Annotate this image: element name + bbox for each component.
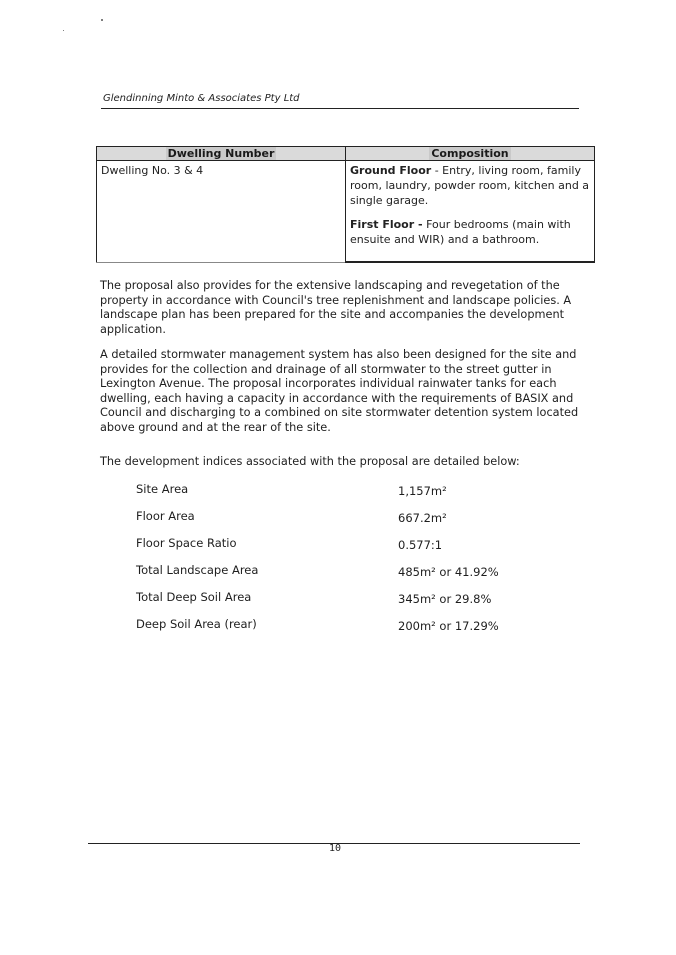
index-row-site-area bbox=[136, 482, 556, 509]
column-header-composition: Composition bbox=[346, 147, 595, 161]
index-label: Total Deep Soil Area bbox=[136, 590, 252, 604]
index-label: Deep Soil Area (rear) bbox=[136, 617, 257, 631]
index-row-deep-soil-area-rear bbox=[136, 617, 556, 644]
dwelling-table bbox=[96, 146, 595, 263]
index-row-floor-area bbox=[136, 509, 556, 536]
index-value: 345m² or 29.8% bbox=[398, 592, 492, 606]
index-row-total-deep-soil-area bbox=[136, 590, 556, 617]
paragraph-landscaping: The proposal also provides for the extensive landscaping and revegetation of the property in accordance with Council's tree replenishment and landscape policies. A landscape plan has been prepared for the site and accompanies the development application. bbox=[100, 279, 572, 336]
index-label: Site Area bbox=[136, 482, 189, 496]
ground-floor-text: - Entry, living room, family room, laundry, powder room, kitchen and a single garage. bbox=[350, 164, 590, 207]
ground-floor-label: Ground Floor bbox=[350, 164, 432, 177]
column-header-dwelling-number: Dwelling Number bbox=[97, 147, 346, 161]
first-floor-text: Four bedrooms (main with ensuite and WIR) and a bathroom. bbox=[350, 218, 571, 246]
header-company-name: Glendinning Minto & Associates Pty Ltd bbox=[103, 93, 300, 104]
index-row-total-landscape-area bbox=[136, 563, 556, 590]
index-row-floor-space-ratio bbox=[136, 536, 556, 563]
paragraph-stormwater: A detailed stormwater management system has also been designed for the site and provides for the collection and drainage of all stormwater to the street gutter in Lexington Avenue. The proposal incorporates individual rainwater tanks for each dwelling, each having a capacity in accordance with the requirements of BASIX and Council and discharging to a combined on site stormwater detention system located above ground and at the rear of the site. bbox=[100, 348, 579, 434]
first-floor-label: First Floor - bbox=[350, 218, 423, 231]
table-row bbox=[97, 161, 595, 263]
index-label: Floor Space Ratio bbox=[136, 536, 237, 550]
index-value: 667.2m² bbox=[398, 511, 447, 525]
scan-speck bbox=[63, 30, 64, 31]
index-value: 200m² or 17.29% bbox=[398, 619, 499, 633]
page-number: 10 bbox=[329, 843, 342, 854]
dwelling-cell: Dwelling No. 3 & 4 bbox=[97, 161, 346, 263]
paragraph-indices-intro: The development indices associated with the proposal are detailed below: bbox=[100, 455, 520, 468]
index-value: 1,157m² bbox=[398, 484, 447, 498]
index-value: 0.577:1 bbox=[398, 538, 443, 552]
index-label: Total Landscape Area bbox=[136, 563, 259, 577]
composition-cell bbox=[346, 161, 595, 263]
scan-speck bbox=[101, 19, 103, 21]
index-value: 485m² or 41.92% bbox=[398, 565, 499, 579]
table-header-row bbox=[97, 147, 595, 161]
development-indices-list bbox=[136, 482, 556, 644]
index-label: Floor Area bbox=[136, 509, 195, 523]
header-rule bbox=[101, 108, 579, 109]
